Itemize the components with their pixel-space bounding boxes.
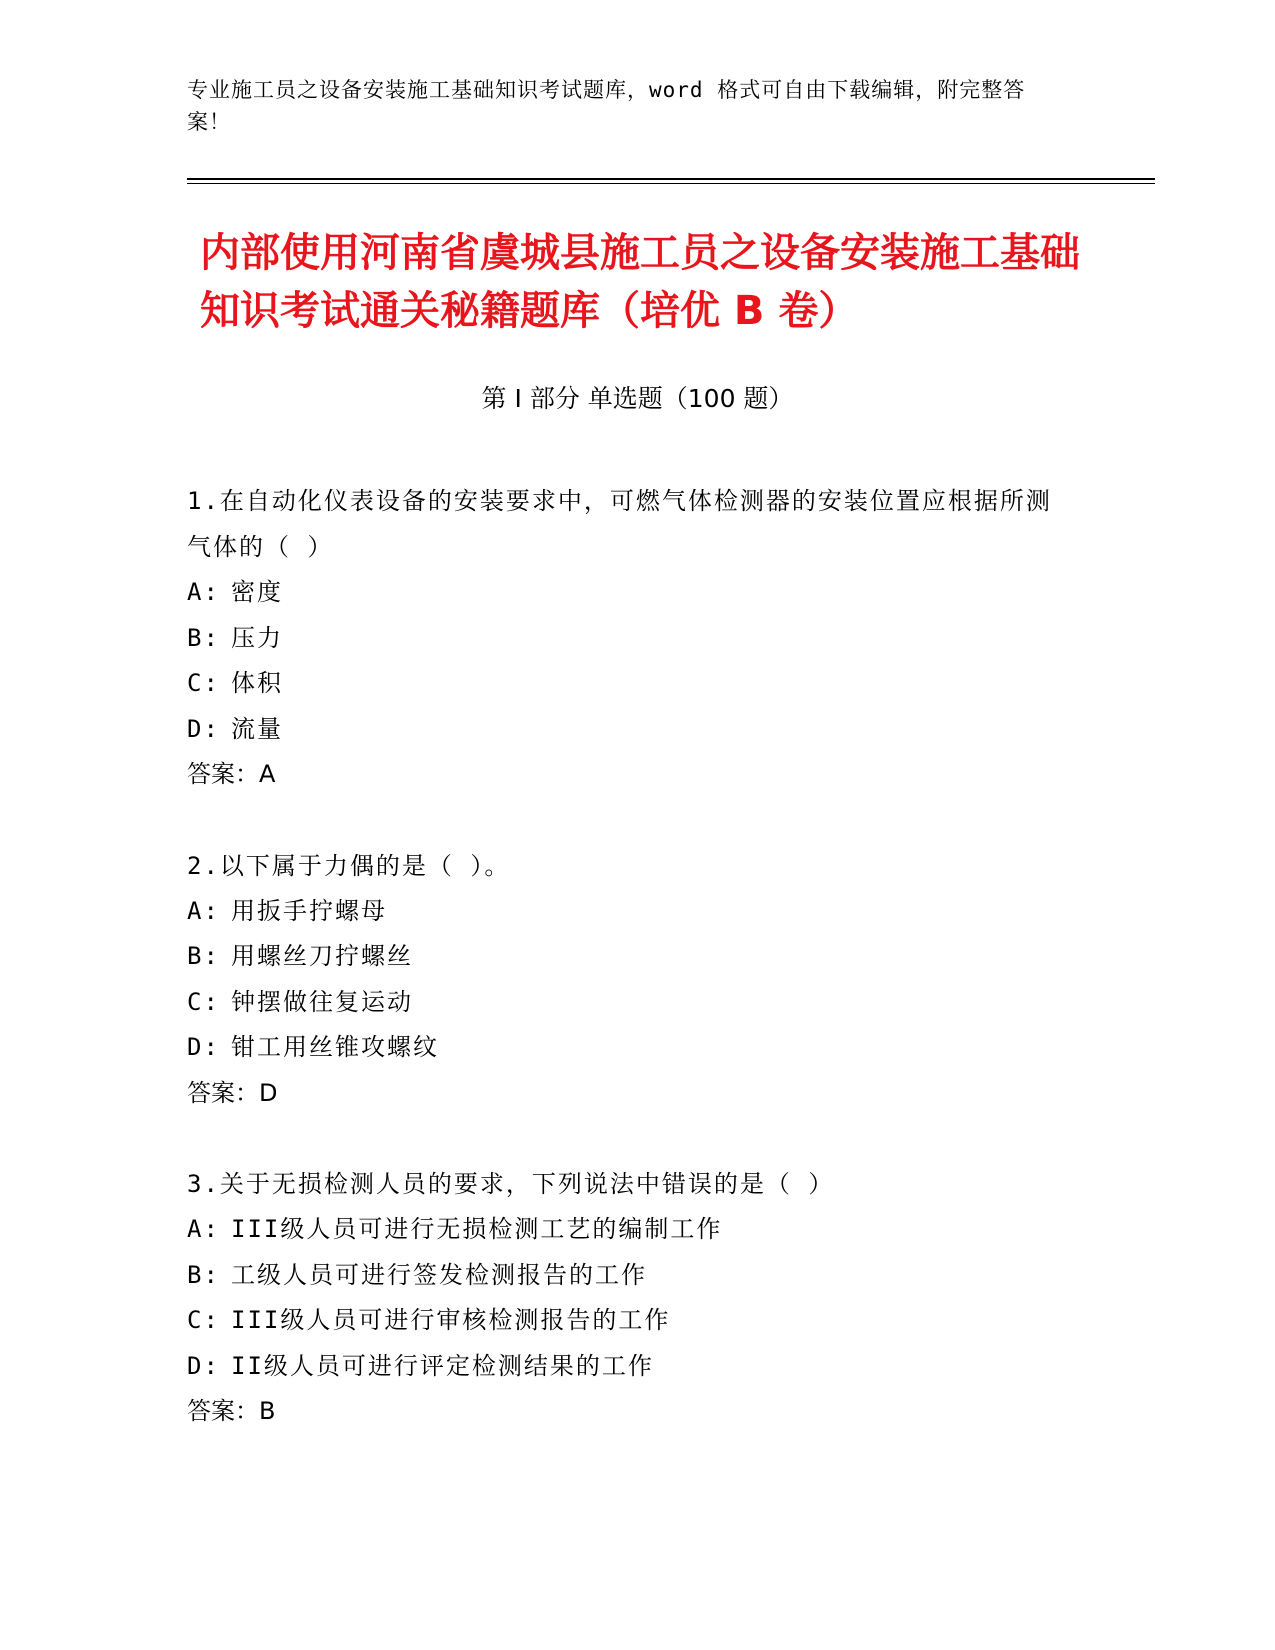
option-text: 钟摆做往复运动 [231,987,413,1016]
option-c [187,661,1067,707]
option-a [187,1207,1067,1253]
answer-line: 答案：A [187,760,276,788]
answer-line: 答案：B [187,1397,276,1425]
option-key: C: [187,987,220,1016]
option-a [187,570,1067,616]
question-list [187,478,1067,1480]
option-text: 体积 [231,669,283,697]
option-key: B: [187,942,220,970]
header-note: 专业施工员之设备安装施工基础知识考试题库，word 格式可自由下载编辑，附完整答案！ [187,78,1026,134]
question-stem: 3.关于无损检测人员的要求，下列说法中错误的是（ ） [187,1170,835,1198]
option-key: D: [187,714,220,743]
option-d [187,1344,1067,1390]
option-b [187,1253,1067,1299]
option-text: 密度 [231,578,283,606]
option-text: II级人员可进行评定检测结果的工作 [231,1351,654,1380]
option-a [187,889,1067,935]
option-key: B: [187,1260,220,1289]
option-key: C: [187,669,220,697]
option-text: 压力 [231,623,283,652]
question-stem: 2.以下属于力偶的是（ ）。 [187,851,511,880]
option-text: 用螺丝刀拧螺丝 [231,942,413,970]
option-text: 用扳手拧螺母 [231,896,387,925]
option-text: 流量 [231,714,283,743]
option-text: 钳工用丝锥攻螺纹 [231,1033,439,1061]
answer-line: 答案：D [187,1078,278,1107]
option-key: C: [187,1306,220,1334]
section-title: 第 I 部分 单选题（100 题） [481,384,794,413]
question-2 [187,843,1067,1117]
header-divider-thick [187,178,1155,180]
option-b [187,934,1067,980]
option-key: D: [187,1033,220,1061]
option-key: D: [187,1351,220,1380]
option-text: 工级人员可进行签发检测报告的工作 [231,1260,647,1289]
option-d [187,1025,1067,1071]
option-c [187,1298,1067,1344]
option-key: B: [187,623,220,652]
option-c [187,980,1067,1026]
option-b [187,616,1067,662]
document-title: 内部使用河南省虞城县施工员之设备安装施工基础知识考试通关秘籍题库（培优 B 卷） [200,230,1080,334]
question-1 [187,478,1067,798]
question-stem: 1.在自动化仪表设备的安装要求中，可燃气体检测器的安装位置应根据所测气体的（ ） [187,487,1052,561]
question-3 [187,1161,1067,1435]
option-key: A: [187,1215,220,1243]
header-divider-thin [187,183,1155,184]
option-text: III级人员可进行无损检测工艺的编制工作 [231,1215,723,1243]
option-text: III级人员可进行审核检测报告的工作 [231,1306,671,1334]
option-key: A: [187,896,220,925]
option-key: A: [187,578,220,606]
option-d [187,707,1067,753]
